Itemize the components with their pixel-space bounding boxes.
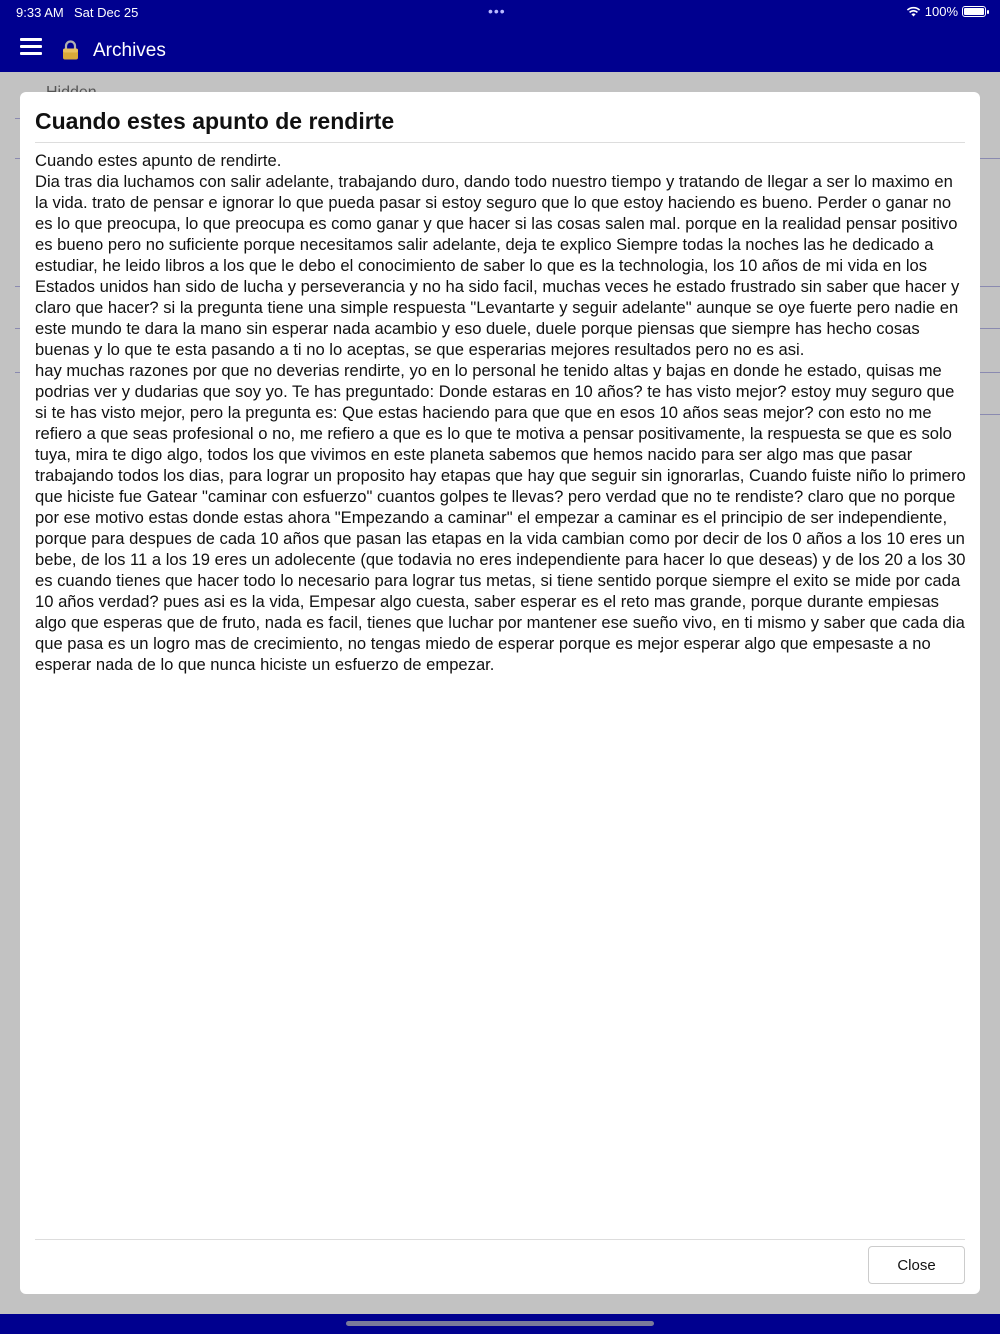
list-divider [980, 328, 1000, 329]
hamburger-menu-icon[interactable] [20, 38, 42, 56]
status-bar [0, 0, 1000, 24]
list-divider [980, 158, 1000, 159]
nav-bar [0, 24, 1000, 72]
modal-body-text: Cuando estes apunto de rendirte. Dia tras dia luchamos con salir adelante, trabajando duro, dando todo nuestro tiempo y tratando de llegar a ser lo maximo en la vida. trato de pensar e ignorar lo que pueda pasar si estoy seguro que lo que estoy haciendo es bueno. Perder o ganar no es lo que preocupa, lo que preocupa es como ganar y que hacer si las cosas salen mal. porque en la realidad pensar positivo es bueno pero no suficiente porque necesitamos salir adelante, deja te explico Siempre todas la noches las he dedicado a estudiar, he leido libros a los que le debo el conocimiento de saber lo que es la technologia, los 10 años de mi vida en los Estados unidos han sido de lucha y perseverancia y no ha sido facil, muchas veces he estado frustrado sin saber que hacer y claro que hacer? si la pregunta tiene una simple respuesta "Levantarte y seguir adelante" aunque se oye fuerte pero nadie en este mundo te dara la mano sin esperar nada acambio y eso duele, duele porque piensas que siempre has hecho cosas buenas y lo que te esta pasando a ti no lo aceptas, se que esperarias mejores resultados pero no es asi. hay muchas razones por que no deverias rendirte, yo en lo personal he tenido altas y bajas en donde he estado, quisas me podrias ver y dudarias que soy yo. Te has preguntado: Donde estaras en 10 años? te has visto mejor? estoy muy seguro que si te has visto mejor, pero la pregunta es: Que estas haciendo para que que en esos 10 años seas mejor? con esto no me refiero a que seas profesional o no, me refiero a que es lo que te motiva a pensar positivamente, la respuesta se que es solo tuya, mira te digo algo, todos los que vivimos en este planeta sabemos que hemos nacido para ser algo mas que pasar trabajando todos los dias, para lograr un proposito hay etapas que hay que seguir sin ignorarlas, Cuando fuiste niño lo primero que hiciste fue Gatear "caminar con esfuerzo" cuantos golpes te llevas? pero verdad que no te rendiste? claro que no porque por ese motivo estas donde estas ahora "Empezando a caminar" el empezar a caminar es el principio de ser independiente, porque para despues de cada 10 años que pasan las etapas en la vida cambian como por decir de los 0 años a los 10 eres un bebe, de los 11 a los 19 eres un adolecente (que todavia no eres independiente para hacer lo que deseas) y de los 20 a los 30 es cuando tienes que hacer todo lo necesario para lograr tus metas, si tiene sentido porque siempre el exito se mide por cada 10 años verdad? pues asi es la vida, Empesar algo cuesta, saber esperar es el reto mas grande, porque durante empiesas algo que esperas que de fruto, nada es facil, tienes que luchar por mantener ese sueño vivo, en ti mismo y saber que cada dia que pasa es un logro mas de crecimiento, no tengas miedo de esperar porque es mejor esperar algo que empesaste a no esperar nada de lo que nunca hiciste un esfuerzo de empezar. [35, 151, 966, 674]
article-modal [20, 92, 980, 1294]
lock-icon [62, 40, 79, 60]
divider [35, 1239, 965, 1240]
divider [35, 142, 965, 143]
modal-title: Cuando estes apunto de rendirte [35, 108, 395, 134]
wifi-icon [906, 6, 921, 17]
list-divider [980, 372, 1000, 373]
list-divider [980, 414, 1000, 415]
close-button[interactable]: Close [868, 1246, 965, 1284]
status-right-group [906, 4, 986, 19]
status-time: 9:33 AM [16, 5, 64, 20]
battery-icon [962, 6, 986, 17]
list-divider [980, 286, 1000, 287]
multitasking-dots[interactable]: ••• [488, 3, 506, 19]
home-indicator[interactable] [346, 1321, 654, 1326]
page-title: Archives [93, 40, 166, 61]
battery-percent: 100% [924, 4, 958, 19]
status-date: Sat Dec 25 [74, 5, 139, 20]
